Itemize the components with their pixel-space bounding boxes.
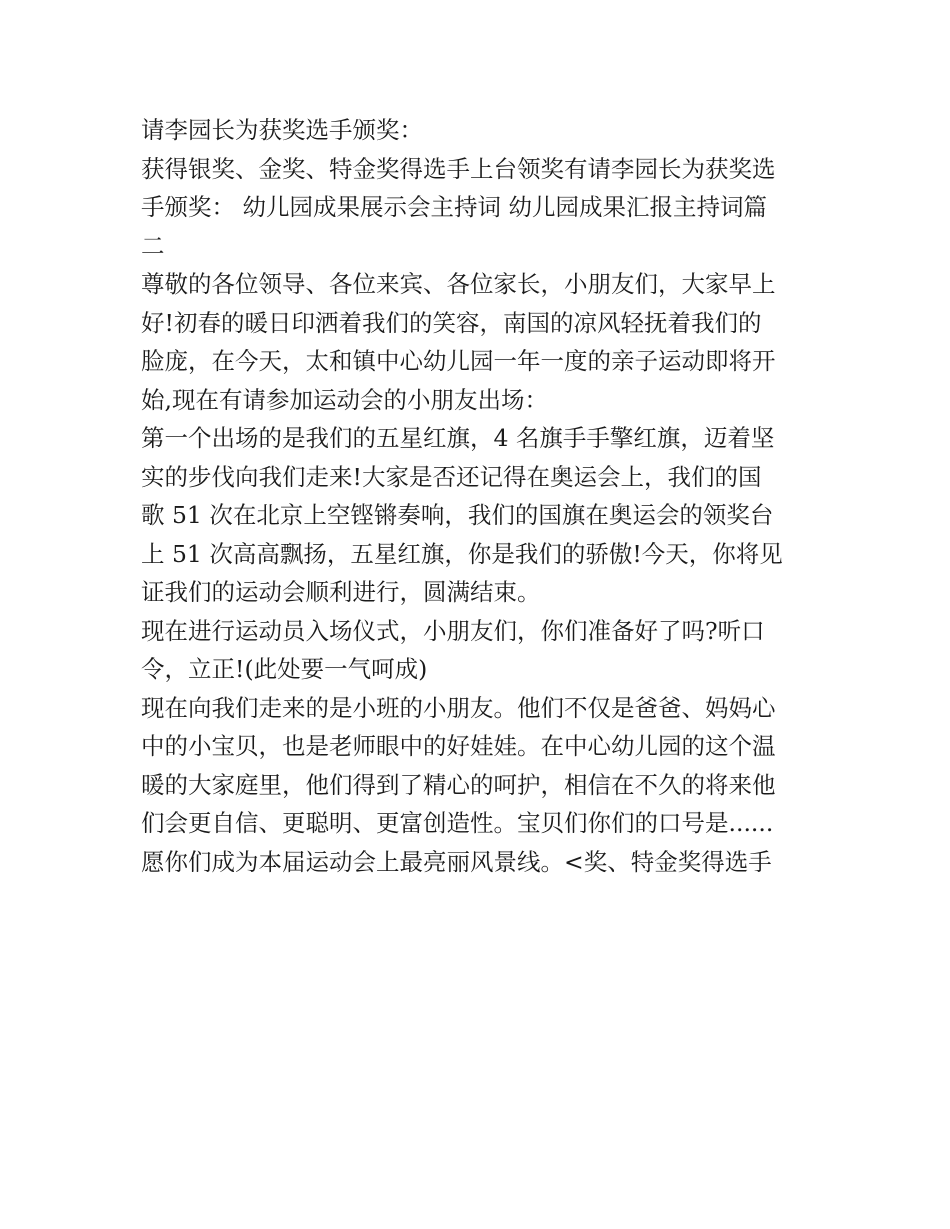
document-body (141, 111, 816, 881)
text-line: 好!初春的暖日印洒着我们的笑容，南国的凉风轻抚着我们的 (141, 308, 762, 337)
text-line: 中的小宝贝，也是老师眼中的好娃娃。在中心幼儿园的这个温 (141, 732, 776, 760)
text-line: 们会更自信、更聪明、更富创造性。宝贝们你们的口号是...... (141, 809, 774, 837)
text-line: 暖的大家庭里，他们得到了精心的呵护，相信在不久的将来他 (141, 770, 776, 799)
text-line: 上 51 次高高飘扬，五星红旗，你是我们的骄傲!今天，你将见 (141, 539, 783, 568)
text-line: 现在向我们走来的是小班的小朋友。他们不仅是爸爸、妈妈心 (141, 693, 776, 722)
text-line: 实的步伐向我们走来!大家是否还记得在奥运会上，我们的国 (141, 462, 762, 491)
text-line: 请李园长为获奖选手颁奖： (141, 116, 423, 144)
text-line: 歌 51 次在北京上空铿锵奏响，我们的国旗在奥运会的领奖台 (141, 501, 774, 529)
text-line: 现在进行运动员入场仪式，小朋友们，你们准备好了吗?听口 (141, 616, 765, 645)
text-line: 手颁奖： 幼儿园成果展示会主持词 幼儿园成果汇报主持词篇 (141, 193, 767, 221)
text-line: 证我们的运动会顺利进行，圆满结束。 (141, 578, 541, 606)
text-line: 第一个出场的是我们的五星红旗，4 名旗手手擎红旗，迈着坚 (141, 424, 775, 452)
text-line: 二 (141, 231, 165, 260)
text-line: 获得银奖、金奖、特金奖得选手上台领奖有请李园长为获奖选 (141, 154, 776, 183)
text-line: 脸庞，在今天，太和镇中心幼儿园一年一度的亲子运动即将开 (141, 347, 776, 375)
text-line: 愿你们成为本届运动会上最亮丽风景线。<奖、特金奖得选手 (141, 847, 772, 876)
text-line: 尊敬的各位领导、各位来宾、各位家长，小朋友们，大家早上 (141, 270, 776, 298)
text-line: 始,现在有请参加运动会的小朋友出场： (141, 385, 548, 414)
text-line: 令，立正!(此处要一气呵成) (141, 655, 428, 683)
